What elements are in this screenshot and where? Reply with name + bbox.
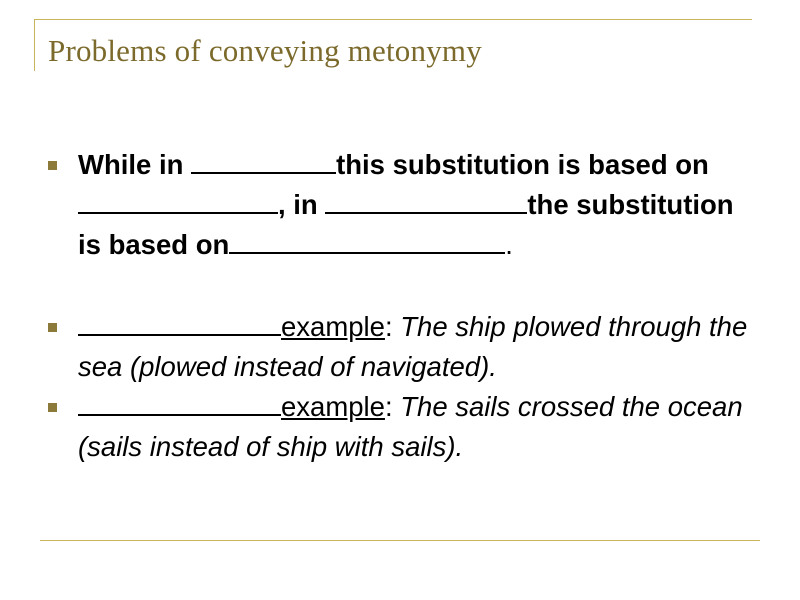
example-text: The ship plowed through the sea (plowed instead of navigated). [78,311,748,382]
slide-title: Problems of conveying metonymy [48,33,482,68]
example-colon: : [384,391,393,422]
bullet-item-example-2 [48,387,760,467]
square-bullet-icon [48,323,57,332]
bullet-list [48,145,760,467]
square-bullet-icon [48,161,57,170]
frame-bottom-rule [40,540,760,541]
fill-in-blank [78,310,281,336]
bullet1-text-part1: While in [78,149,192,180]
fill-in-blank [191,148,336,174]
fill-in-blank [325,188,527,214]
example-label: example [281,311,385,342]
bullet1-text-part3: , in [278,189,326,220]
bullet1-text-part2: this substitution is based on [336,149,709,180]
bullet-item-example-1 [48,307,760,387]
example-text: The sails crossed the ocean (sails instead of ship with sails). [78,391,743,462]
frame-top-rule [34,19,752,20]
frame-left-rule [34,19,35,71]
fill-in-blank [229,228,505,254]
fill-in-blank [78,390,281,416]
example-label: example [281,391,385,422]
bullet1-text-part4: the substitution is based on [78,189,734,260]
square-bullet-icon [48,403,57,412]
bullet-item-substitution [48,145,760,265]
fill-in-blank [78,188,278,214]
example-colon: : [384,311,393,342]
bullet1-end: . [505,229,513,260]
